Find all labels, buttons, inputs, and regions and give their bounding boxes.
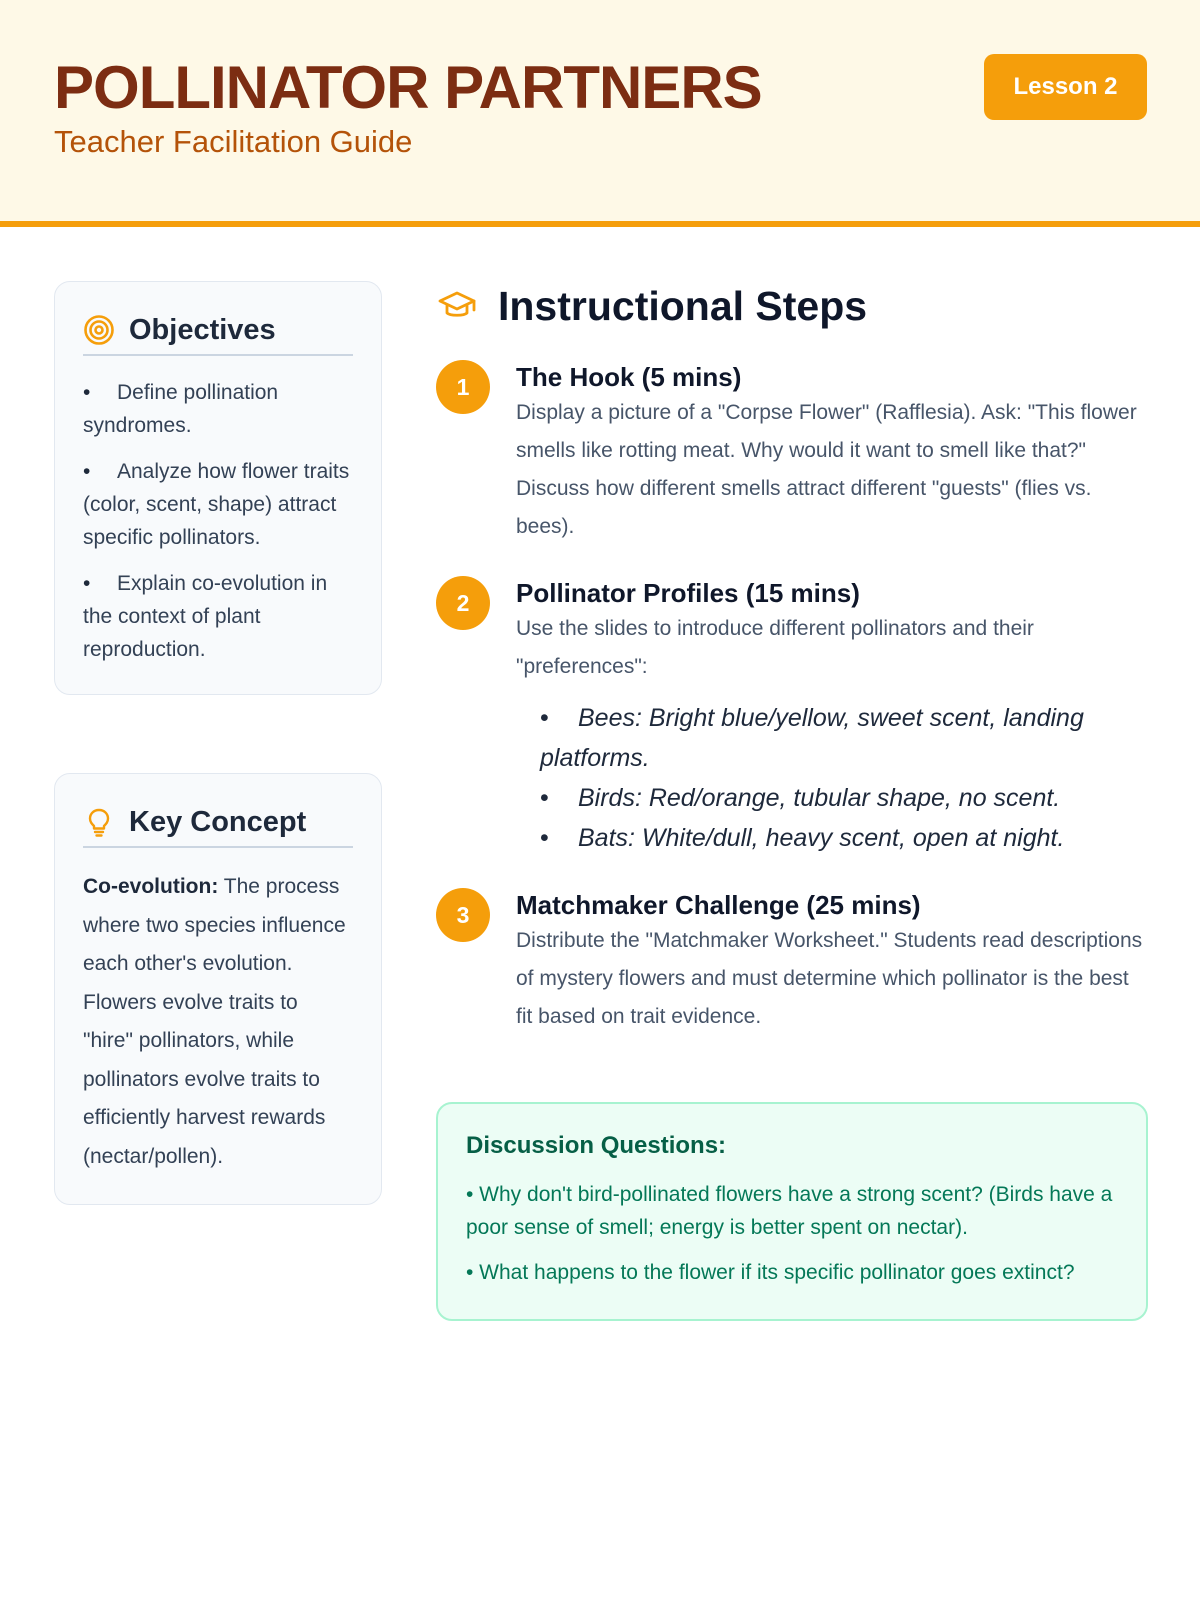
step-description: Use the slides to introduce different pollinators and their "preferences": xyxy=(516,617,1034,678)
step-title: Pollinator Profiles (15 mins) xyxy=(516,578,860,608)
bullet-icon: • xyxy=(540,784,549,812)
bullet-icon: • xyxy=(83,572,91,595)
page-subtitle: Teacher Facilitation Guide xyxy=(54,124,413,159)
page-title: POLLINATOR PARTNERS xyxy=(54,54,762,121)
concept-definition: The process where two species influence each other's evolution. Flowers evolve traits to "hire" pollinators, while pollinators evolve traits to efficiently harvest rewards (nectar/pollen). xyxy=(83,875,346,1168)
lightbulb-icon xyxy=(83,806,115,838)
step-description: Display a picture of a "Corpse Flower" (Rafflesia). Ask: "This flower smells like rotting meat. Why would it want to smell like that?" Discuss how different smells attract different "guests" (flies vs. bees). xyxy=(516,401,1137,538)
bullet-icon: • xyxy=(83,460,91,483)
graduation-cap-icon xyxy=(436,285,478,327)
step-number: 2 xyxy=(436,576,490,630)
step-number: 1 xyxy=(436,360,490,414)
steps-header xyxy=(436,276,1148,336)
lesson-badge: Lesson 2 xyxy=(984,54,1147,120)
objectives-list xyxy=(83,376,353,666)
key-concept-title: Key Concept xyxy=(129,805,307,838)
pollinator-item: • Bees: Bright blue/yellow, sweet scent, landing platforms. xyxy=(540,698,1148,778)
pollinator-list xyxy=(516,698,1148,858)
discussion-box xyxy=(436,1102,1148,1321)
key-concept-card xyxy=(54,773,382,1205)
steps-title: Instructional Steps xyxy=(498,282,868,329)
step-title: Matchmaker Challenge (25 mins) xyxy=(516,890,921,920)
step-2 xyxy=(436,576,1148,858)
step-3 xyxy=(436,888,1148,1036)
key-concept-text xyxy=(83,868,353,1176)
pollinator-item: • Birds: Red/orange, tubular shape, no scent. xyxy=(540,778,1148,818)
instructional-steps-section xyxy=(436,276,1148,1066)
pollinator-item: • Bats: White/dull, heavy scent, open at night. xyxy=(540,818,1148,858)
objective-item: • Explain co-evolution in the context of plant reproduction. xyxy=(83,567,353,666)
key-concept-header xyxy=(83,804,353,848)
step-1 xyxy=(436,360,1148,546)
header xyxy=(0,0,1200,227)
target-icon xyxy=(83,314,115,346)
step-number: 3 xyxy=(436,888,490,942)
discussion-title: Discussion Questions: xyxy=(466,1132,727,1159)
concept-term: Co-evolution: xyxy=(83,875,219,898)
bullet-icon: • xyxy=(540,704,549,732)
objectives-header xyxy=(83,312,353,356)
objective-item: • Analyze how flower traits (color, scent, shape) attract specific pollinators. xyxy=(83,455,353,554)
discussion-question: • What happens to the flower if its specific pollinator goes extinct? xyxy=(466,1261,1075,1284)
objectives-card xyxy=(54,281,382,695)
discussion-question: • Why don't bird-pollinated flowers have a strong scent? (Birds have a poor sense of smell; energy is better spent on nectar). xyxy=(466,1183,1113,1239)
bullet-icon: • xyxy=(540,824,549,852)
objectives-title: Objectives xyxy=(129,313,276,346)
objective-item: • Define pollination syndromes. xyxy=(83,376,353,442)
step-description: Distribute the "Matchmaker Worksheet." Students read descriptions of mystery flowers and must determine which pollinator is the best fit based on trait evidence. xyxy=(516,929,1143,1028)
step-title: The Hook (5 mins) xyxy=(516,362,742,392)
bullet-icon: • xyxy=(83,381,91,404)
